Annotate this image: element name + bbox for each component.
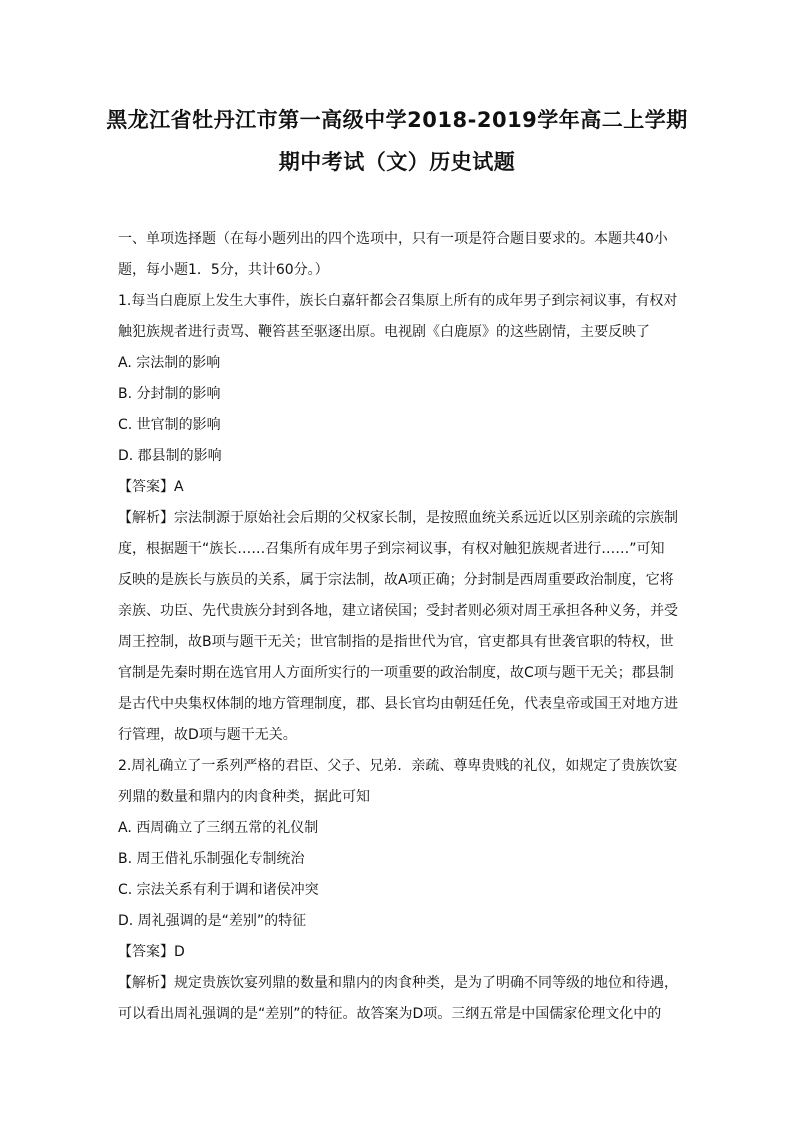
document-title-line1: 黑龙江省牡丹江市第一高级中学2018-2019学年高二上学期	[106, 108, 688, 132]
question-2-option-c: C. 宗法关系有利于调和诸侯冲突	[118, 882, 319, 898]
question-1-analysis-line: 反映的是族长与族员的关系，属于宗法制，故A项正确；分封制是西周重要政治制度，它将	[118, 572, 674, 588]
question-1-analysis-line: 官制是先秦时期在选官用人方面所实行的一项重要的政治制度，故C项与题干无关；郡县制	[118, 665, 674, 681]
question-1-stem-line2: 触犯族规者进行责骂、鞭笞甚至驱逐出原。电视剧《白鹿原》的这些剧情，主要反映了	[118, 324, 650, 340]
section-instruction-line2: 题，每小题1．5分，共计60分。）	[118, 262, 329, 278]
question-1-option-b: B. 分封制的影响	[118, 386, 221, 402]
section-instruction-line1: 一、单项选择题（在每小题列出的四个选项中，只有一项是符合题目要求的。本题共40小	[118, 231, 668, 247]
question-1-option-a: A. 宗法制的影响	[118, 355, 221, 371]
question-2-option-a: A. 西周确立了三纲五常的礼仪制	[118, 820, 319, 836]
document-title-line2: 期中考试（文）历史试题	[278, 150, 516, 174]
question-1-analysis-line: 亲族、功臣、先代贵族分封到各地，建立诸侯国；受封者则必须对周王承担各种义务，并受	[118, 603, 678, 619]
question-1-analysis-line: 度，根据题干“族长……召集所有成年男子到宗祠议事，有权对触犯族规者进行……”可知	[118, 541, 665, 557]
question-1-analysis-line: 行管理，故D项与题干无关。	[118, 727, 297, 743]
question-1-option-c: C. 世官制的影响	[118, 417, 221, 433]
question-2-stem-line1: 2.周礼确立了一系列严格的君臣、父子、兄弟．亲疏、尊卑贵贱的礼仪，如规定了贵族饮宴	[118, 758, 678, 774]
question-2-stem-line2: 列鼎的数量和鼎内的肉食种类，据此可知	[118, 789, 370, 805]
question-1-analysis-line: 是古代中央集权体制的地方管理制度，郡、县长官均由朝廷任免，代表皇帝或国王对地方进	[118, 696, 678, 712]
question-1-option-d: D. 郡县制的影响	[118, 448, 222, 464]
question-1-analysis-line: 周王控制，故B项与题干无关；世官制指的是指世代为官，官吏都具有世袭官职的特权，世	[118, 634, 674, 650]
question-1-analysis-line: 【解析】宗法制源于原始社会后期的父权家长制，是按照血统关系远近以区别亲疏的宗族制	[118, 510, 678, 526]
question-2-option-d: D. 周礼强调的是“差别”的特征	[118, 913, 307, 929]
question-2-answer: 【答案】D	[118, 944, 185, 960]
question-1-stem-line1: 1.每当白鹿原上发生大事件，族长白嘉轩都会召集原上所有的成年男子到宗祠议事，有权对	[118, 293, 678, 309]
question-2-analysis-line: 【解析】规定贵族饮宴列鼎的数量和鼎内的肉食种类，是为了明确不同等级的地位和待遇，	[118, 975, 678, 991]
question-2-option-b: B. 周王借礼乐制强化专制统治	[118, 851, 305, 867]
question-2-analysis-line: 可以看出周礼强调的是“差别”的特征。故答案为D项。三纲五常是中国儒家伦理文化中的	[118, 1006, 662, 1022]
question-1-answer: 【答案】A	[118, 479, 184, 495]
